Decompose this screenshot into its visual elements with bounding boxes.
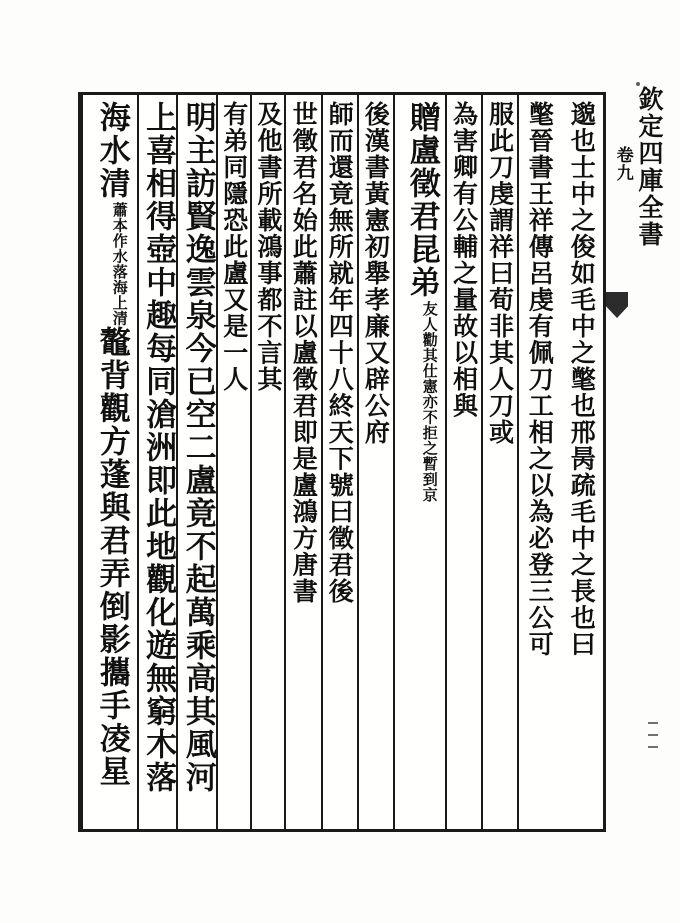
text-column bbox=[445, 95, 481, 829]
poem-line-column bbox=[176, 95, 216, 829]
poem-line-tail: 鼇背觀方蓬與君弄倒影攜手凌星 bbox=[93, 326, 130, 788]
text-column bbox=[250, 95, 284, 829]
edge-dot-icon bbox=[636, 82, 640, 86]
column-text: 後漢書黃憲初舉孝廉又辟公府 bbox=[361, 101, 391, 446]
poem-line: 海水清 bbox=[93, 101, 130, 200]
column-text: 邈也士中之俊如毛中之氅也邢昺疏毛中之長也曰 bbox=[567, 101, 597, 658]
column-text: 世徵君名始此蕭註以盧徵君即是盧鴻方唐書 bbox=[289, 101, 319, 605]
poem-title-column bbox=[393, 95, 445, 829]
text-column bbox=[560, 95, 603, 829]
edge-tick-icon bbox=[648, 722, 658, 724]
poem-line: 明主訪賢逸雲泉今已空二盧竟不起萬乘高其風河 bbox=[179, 101, 216, 794]
text-column bbox=[216, 95, 250, 829]
text-block-frame bbox=[78, 92, 606, 832]
text-column bbox=[517, 95, 560, 829]
book-title: 欽定四庫全書 bbox=[635, 86, 664, 248]
column-text: 服此刀虔謂祥曰荀非其人刀或 bbox=[485, 101, 515, 446]
poem-line: 上喜相得壺中趣每同滄洲即此地觀化遊無窮木落 bbox=[140, 101, 177, 794]
text-column bbox=[357, 95, 393, 829]
edge-tick-icon bbox=[648, 746, 658, 748]
volume-label: 卷九 bbox=[612, 146, 633, 182]
column-text: 為害卿有公輔之量故以相與 bbox=[449, 101, 479, 419]
text-column bbox=[481, 95, 517, 829]
edge-tick-icon bbox=[648, 734, 658, 736]
poem-title: 贈盧徵君昆弟 bbox=[403, 101, 440, 299]
text-column bbox=[284, 95, 320, 829]
annotation-note: 蕭本作水落海上清 bbox=[110, 202, 129, 326]
annotation-note: 友人勸其仕憲亦不拒之暫到京 bbox=[420, 301, 439, 503]
text-column bbox=[321, 95, 357, 829]
poem-line-column-with-note bbox=[81, 95, 137, 829]
column-container bbox=[81, 95, 603, 829]
column-text: 師而還竟無所就年四十八終天下號曰徵君後 bbox=[325, 101, 355, 605]
column-text: 及他書所載鴻事都不言其 bbox=[254, 101, 283, 393]
column-text: 氅晉書王祥傳呂虔有佩刀工相之以為必登三公可 bbox=[525, 101, 555, 658]
column-text: 有弟同隱恐此盧又是一人 bbox=[219, 101, 249, 393]
poem-line-column bbox=[137, 95, 177, 829]
